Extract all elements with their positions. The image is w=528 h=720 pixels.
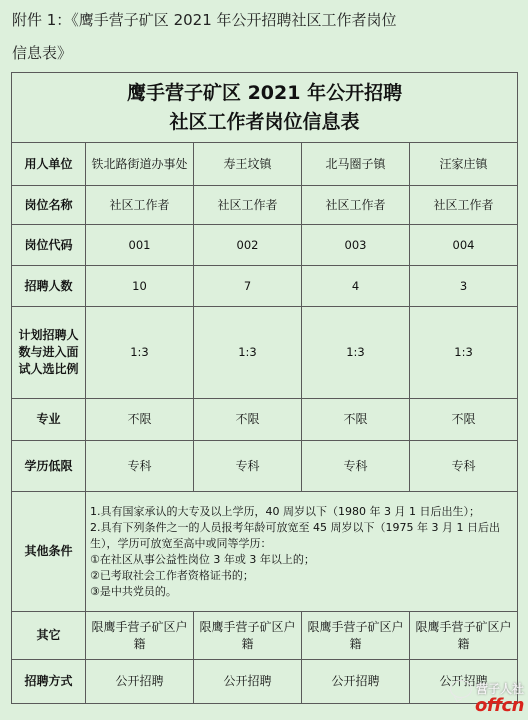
hires-cell: 4 — [302, 266, 410, 307]
intro-line-2: 信息表》 — [12, 44, 73, 62]
table-row-position-name — [12, 186, 518, 225]
method-cell: 公开招聘 — [302, 660, 410, 704]
job-info-table-wrapper — [11, 72, 517, 704]
position-code-cell: 001 — [86, 225, 194, 266]
table-title-row — [12, 73, 518, 143]
table-row-position-code — [12, 225, 518, 266]
hires-cell: 10 — [86, 266, 194, 307]
condition-line: ①在社区从事公益性岗位 3 年或 3 年以上的； — [90, 552, 315, 566]
table-title-line-1: 鹰手营子矿区 2021 年公开招聘 — [126, 81, 403, 104]
chat-bubble-icon — [450, 680, 472, 698]
row-label-employer: 用人单位 — [12, 143, 86, 186]
job-info-table — [11, 72, 518, 704]
position-name-cell: 社区工作者 — [194, 186, 302, 225]
row-label-method: 招聘方式 — [12, 660, 86, 704]
row-label-other: 其它 — [12, 612, 86, 660]
row-label-ratio: 计划招聘人数与进入面试人选比例 — [12, 307, 86, 399]
condition-line: 2.具有下列条件之一的人员报考年龄可放宽至 45 周岁以下（1975 年 3 月 1 日后出生），学历可放宽至高中或同等学历： — [90, 520, 500, 550]
table-row-employer — [12, 143, 518, 186]
major-cell: 不限 — [86, 399, 194, 441]
row-label-position-code: 岗位代码 — [12, 225, 86, 266]
table-row-other — [12, 612, 518, 660]
education-cell: 专科 — [410, 441, 518, 492]
position-name-cell: 社区工作者 — [410, 186, 518, 225]
employer-cell: 汪家庄镇 — [410, 143, 518, 186]
major-cell: 不限 — [302, 399, 410, 441]
ratio-cell: 1:3 — [410, 307, 518, 399]
table-row-education — [12, 441, 518, 492]
method-cell: 公开招聘 — [194, 660, 302, 704]
table-row-hires — [12, 266, 518, 307]
employer-cell: 寿王坟镇 — [194, 143, 302, 186]
row-label-hires: 招聘人数 — [12, 266, 86, 307]
method-cell: 公开招聘 — [86, 660, 194, 704]
major-cell: 不限 — [410, 399, 518, 441]
table-row-ratio — [12, 307, 518, 399]
table-row-major — [12, 399, 518, 441]
watermark-logo: offcn — [474, 695, 524, 716]
employer-cell: 北马圈子镇 — [302, 143, 410, 186]
table-title-line-2: 社区工作者岗位信息表 — [169, 110, 360, 133]
watermark-cn: 营子人社 — [475, 682, 524, 696]
watermark-text — [475, 682, 524, 716]
hires-cell: 7 — [194, 266, 302, 307]
method-cell: 公开招聘 — [410, 660, 518, 704]
hires-cell: 3 — [410, 266, 518, 307]
position-name-cell: 社区工作者 — [302, 186, 410, 225]
position-code-cell: 002 — [194, 225, 302, 266]
education-cell: 专科 — [302, 441, 410, 492]
position-name-cell: 社区工作者 — [86, 186, 194, 225]
education-cell: 专科 — [86, 441, 194, 492]
other-cell: 限鹰手营子矿区户籍 — [410, 612, 518, 660]
row-label-major: 专业 — [12, 399, 86, 441]
other-cell: 限鹰手营子矿区户籍 — [86, 612, 194, 660]
major-cell: 不限 — [194, 399, 302, 441]
ratio-cell: 1:3 — [86, 307, 194, 399]
row-label-other-conditions: 其他条件 — [12, 492, 86, 612]
position-code-cell: 003 — [302, 225, 410, 266]
ratio-cell: 1:3 — [194, 307, 302, 399]
position-code-cell: 004 — [410, 225, 518, 266]
condition-line: ③是中共党员的。 — [90, 584, 177, 598]
row-label-education: 学历低限 — [12, 441, 86, 492]
other-cell: 限鹰手营子矿区户籍 — [302, 612, 410, 660]
watermark — [450, 680, 524, 716]
intro-line-1: 附件 1：《鹰手营子矿区 2021 年公开招聘社区工作者岗位 — [12, 11, 397, 29]
table-row-method — [12, 660, 518, 704]
condition-line: ②已考取社会工作者资格证书的； — [90, 568, 254, 582]
condition-line: 1.具有国家承认的大专及以上学历，40 周岁以下（1980 年 3 月 1 日后出生）； — [90, 504, 480, 518]
employer-cell: 铁北路街道办事处 — [86, 143, 194, 186]
other-cell: 限鹰手营子矿区户籍 — [194, 612, 302, 660]
table-row-other-conditions — [12, 492, 518, 612]
ratio-cell: 1:3 — [302, 307, 410, 399]
row-label-position-name: 岗位名称 — [12, 186, 86, 225]
intro-caption — [12, 4, 522, 70]
education-cell: 专科 — [194, 441, 302, 492]
table-title — [12, 73, 518, 143]
other-conditions-text — [86, 492, 518, 612]
